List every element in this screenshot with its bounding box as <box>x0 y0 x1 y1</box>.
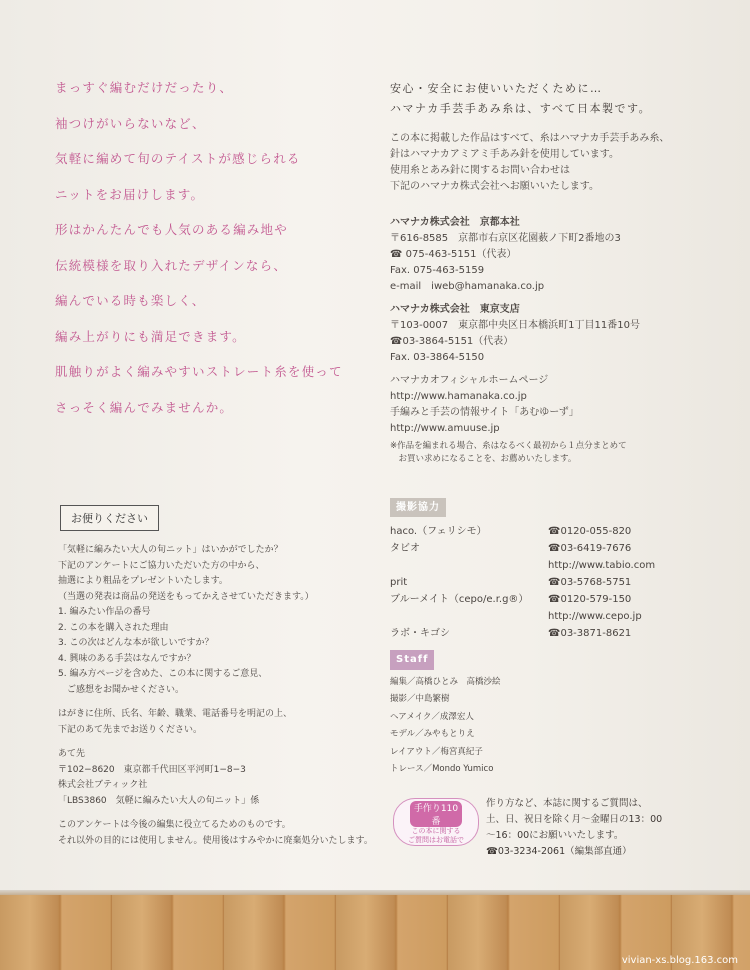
staff-line: レイアウト／梅宮真紀子 <box>390 746 483 757</box>
kyoto-address: 〒616-8585 京都市右京区花園薮ノ下町2番地の3 <box>390 233 621 244</box>
staff-line: ヘアメイク／成澤宏人 <box>390 711 474 722</box>
survey-line: 「気軽に編みたい大人の旬ニット」はいかがでしたか？ <box>58 545 283 555</box>
address-line: 株式会社ブティック社 <box>58 780 148 790</box>
survey-line: 5. 編み方ページを含めた、この本に関するご意見、 <box>58 669 268 679</box>
credit-row <box>390 540 690 557</box>
homepage-label: ハマナカオフィシャルホームページ <box>390 375 549 386</box>
watermark: vivian-xs.blog.163.com <box>621 955 738 966</box>
safety-body <box>390 131 690 195</box>
kyoto-name: ハマナカ株式会社 京都本社 <box>390 217 520 228</box>
hotline-line: 〜16：00にお願いいたします。 <box>486 830 624 841</box>
survey-line: 2. この本を購入された理由 <box>58 622 169 633</box>
tokyo-contact <box>390 302 690 366</box>
intro-line: 形はかんたんでも人気のある編み地や <box>55 222 288 237</box>
address-line: あて先 <box>58 749 86 759</box>
web-links <box>390 373 690 437</box>
credit-row <box>390 557 690 574</box>
note-line: お買い求めになることを、お薦めいたします。 <box>390 454 577 464</box>
tokyo-fax: Fax. 03-3864-5150 <box>390 352 485 363</box>
survey-line: 下記のアンケートにご協力いただいた方の中から、 <box>58 560 265 571</box>
credit-row <box>390 523 690 540</box>
hotline-badge-title: 手作り110番 <box>410 801 462 827</box>
intro-line: 肌触りがよく編みやすいストレート糸を使って <box>55 364 343 379</box>
info-site-url[interactable]: http://www.amuuse.jp <box>390 423 500 434</box>
safety-lead-line: 安心・安全にお使いいただくために… <box>390 82 603 95</box>
credit-name <box>390 608 548 625</box>
hotline-badge <box>393 798 479 846</box>
intro-line: 編み上がりにも満足できます。 <box>55 328 246 344</box>
intro-line: ニットをお届けします。 <box>55 186 205 202</box>
reader-survey <box>58 543 378 849</box>
credit-name: タビオ <box>390 543 420 554</box>
info-site-label: 手編みと手芸の情報サイト「あむゆーず」 <box>390 407 579 418</box>
safety-lead-line: ハマナカ手芸手あみ糸は、すべて日本製です。 <box>390 102 652 115</box>
credit-name: ブルーメイト（cepo/e.r.g®） <box>390 594 529 605</box>
tokyo-name: ハマナカ株式会社 東京支店 <box>390 304 520 315</box>
intro-line: 気軽に編めて旬のテイストが感じられる <box>55 151 301 166</box>
address-line: 「LBS3860 気軽に編みたい大人の旬ニット」係 <box>58 795 260 806</box>
note-line: ※作品を編まれる場合、糸はなるべく最初から１点分まとめて <box>390 441 627 451</box>
credit-row <box>390 608 690 625</box>
survey-line: （当選の発表は商品の発送をもってかえさせていただきます。） <box>58 591 314 602</box>
hotline-phone[interactable]: ☎03-3234-2061（編集部直通） <box>486 846 632 857</box>
kyoto-fax: Fax. 075-463-5159 <box>390 265 485 276</box>
credit-phone: ☎03-5768-5751 <box>548 577 632 588</box>
credit-name: ラボ・キゴシ <box>390 628 450 639</box>
intro-line: まっすぐ編むだけだったり、 <box>55 80 234 95</box>
address-line: 〒102−8620 東京都千代田区平河町1−8−3 <box>58 764 246 775</box>
hotline-badge-sub: ご質問はお電話で <box>408 836 464 844</box>
hotline-line: 土、日、祝日を除く月〜金曜日の13：00 <box>486 814 663 825</box>
safety-body-line: 針はハマナカアミアミ手あみ針を使用しています。 <box>390 149 619 160</box>
credit-row <box>390 625 690 642</box>
safety-body-line: 下記のハマナカ株式会社へお願いいたします。 <box>390 181 599 192</box>
intro-line: 伝統模様を取り入れたデザインなら、 <box>55 257 288 273</box>
credit-url[interactable]: http://www.cepo.jp <box>548 611 642 622</box>
intro-line: 編んでいる時も楽しく、 <box>55 293 206 308</box>
credit-phone: ☎0120-579-150 <box>548 594 632 605</box>
credit-row <box>390 574 690 591</box>
credit-row <box>390 591 690 608</box>
kyoto-email[interactable]: e-mail iweb@hamanaka.co.jp <box>390 281 545 292</box>
hotline-badge-sub: この本に関する <box>411 827 461 835</box>
intro-line: さっそく編んでみませんか。 <box>55 399 234 415</box>
survey-line: 下記のあて先までお送りください。 <box>58 724 203 735</box>
credit-phone: ☎03-3871-8621 <box>548 628 632 639</box>
safety-lead <box>390 79 690 119</box>
credit-name: haco.（フェリシモ） <box>390 526 487 537</box>
credit-phone: ☎03-6419-7676 <box>548 543 632 554</box>
intro-text <box>55 78 375 433</box>
safety-body-line: 使用糸とあみ針に関するお問い合わせは <box>390 165 570 176</box>
staff-line: モデル／みやもとりえ <box>390 729 475 739</box>
credit-name <box>390 557 548 574</box>
kyoto-contact <box>390 215 690 295</box>
intro-line: 袖つけがいらないなど、 <box>55 115 206 131</box>
mail-title: お便りください <box>60 505 159 531</box>
homepage-url[interactable]: http://www.hamanaka.co.jp <box>390 391 527 402</box>
credit-name: prit <box>390 577 408 588</box>
photo-credits <box>390 498 690 642</box>
staff-line: トレース／Mondo Yumico <box>390 764 494 774</box>
survey-line: 抽選により粗品をプレゼントいたします。 <box>58 576 228 586</box>
safety-body-line: この本に掲載した作品はすべて、糸はハマナカ手芸手あみ糸、 <box>390 133 670 144</box>
tokyo-tel[interactable]: ☎03-3864-5151（代表） <box>390 336 514 347</box>
hotline-line: 作り方など、本誌に関するご質問は、 <box>486 798 648 809</box>
kyoto-tel[interactable]: ☎ 075-463-5151（代表） <box>390 249 517 260</box>
staff-title: Staff <box>390 650 434 670</box>
credit-url[interactable]: http://www.tabio.com <box>548 560 656 571</box>
privacy-line: このアンケートは今後の編集に役立てるためのものです。 <box>58 820 291 830</box>
staff-credits <box>390 650 690 779</box>
credits-title: 撮影協力 <box>390 498 446 517</box>
survey-line: 1. 編みたい作品の番号 <box>58 607 151 617</box>
survey-line: はがきに住所、氏名、年齢、職業、電話番号を明記の上、 <box>58 709 293 719</box>
credit-phone: ☎0120-055-820 <box>548 526 632 537</box>
staff-line: 撮影／中島繁樹 <box>390 694 450 704</box>
hotline-info <box>486 796 706 860</box>
staff-line: 編集／高橋ひとみ 高橋沙絵 <box>390 676 501 687</box>
purchase-note <box>390 440 690 466</box>
privacy-line: それ以外の目的には使用しません。使用後はすみやかに廃棄処分いたします。 <box>58 835 373 846</box>
survey-line: 3. この次はどんな本が欲しいですか？ <box>58 638 214 648</box>
survey-line: ご感想をお聞かせください。 <box>58 684 185 695</box>
tokyo-address: 〒103-0007 東京都中央区日本橋浜町1丁目11番10号 <box>390 320 640 331</box>
survey-line: 4. 興味のある手芸はなんですか？ <box>58 653 196 664</box>
